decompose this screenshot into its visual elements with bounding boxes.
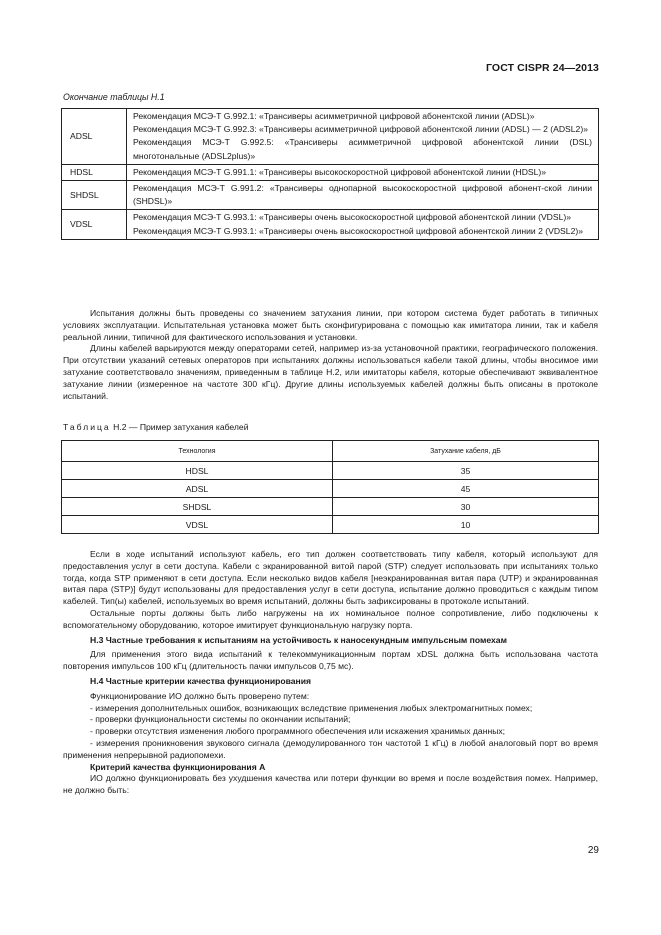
paragraph: Испытания должны быть проведены со значением затухания линии, при котором система будет работать в типичных условиях эксплуатации. Испытательная установка может быть сконфигурирована с помощью как имитатора линии, так и кабеля реальной линии, типичной для фактического использования и установки. bbox=[63, 308, 598, 342]
paragraph: Длины кабелей варьируются между операторами сетей, например из-за установочной практики, географического положения. При отсутствии указаний сетевых операторов при испытаниях должны использоваться кабели такой длины, чтобы вносимое ими затухание соответствовало значениям, приведенным в таблице Н.2, или имитаторы кабеля, которые обеспечивают эквивалентное затухание линии (измеренное на частоте 300 кГц). Другие длины используемых кабелей должны быть описаны в протоколе испытаний. bbox=[63, 343, 598, 401]
table-cell-tech: VDSL bbox=[62, 516, 333, 534]
recommendation-line: Рекомендация МСЭ-Т G.991.2: «Трансиверы однопарной высокоскоростной цифровой абонент-ской линии (SHDSL)» bbox=[133, 183, 592, 207]
page-number: 29 bbox=[587, 845, 599, 856]
table1-caption: Окончание таблицы Н.1 bbox=[63, 92, 165, 102]
column-header: Технология bbox=[62, 441, 333, 462]
table-row bbox=[62, 210, 599, 239]
standard-header: ГОСТ CISPR 24—2013 bbox=[486, 62, 599, 74]
table-cell-tech: SHDSL bbox=[62, 498, 333, 516]
table-row bbox=[62, 462, 599, 480]
table-row bbox=[62, 498, 599, 516]
table2-caption bbox=[63, 422, 249, 432]
table2-caption-text: Н.2 — Пример затухания кабелей bbox=[113, 422, 249, 432]
table-cell-desc bbox=[127, 164, 599, 180]
paragraph: ИО должно функционировать без ухудшения качества или потери функции во время и после воздействия помех. Например, не должно быть: bbox=[63, 773, 598, 796]
table-cell-desc bbox=[127, 210, 599, 239]
paragraph: Если в ходе испытаний используют кабель, его тип должен соответствовать типу кабеля, который используют для предоставления услуг в сети доступа. Кабели с экранированной витой парой (STP) следует использовать при испытаниях только тогда, когда STP применяют в сети доступа. Если несколько видов кабеля [неэкранированная витая пара (UTP) и экранированная витая пара (STP)] будут использованы для предоставления услуг в сети доступа, испытание должно проводиться с каждым типом кабелей. Тип(ы) кабелей, используемых во время испытаний, должны быть зафиксированы в протоколе испытаний. bbox=[63, 549, 598, 607]
paragraph: Остальные порты должны быть либо нагружены на их номинальное полное сопротивление, либо подключены к вспомогательному оборудованию, которое имитирует функциональную нагрузку порта. bbox=[63, 607, 598, 630]
table-row bbox=[62, 109, 599, 165]
table-cell-value: 30 bbox=[333, 498, 599, 516]
paragraph: Для применения этого вида испытаний к телекоммуникационным портам xDSL должна быть использована частота повторения импульсов 100 кГц (длительность пачки импульсов 0,75 мс). bbox=[63, 649, 598, 672]
table2 bbox=[61, 440, 599, 534]
table-cell-abbr: SHDSL bbox=[62, 181, 127, 210]
list-item: - измерения дополнительных ошибок, возникающих вследствие применения любых электромагнитных помех; bbox=[90, 702, 533, 713]
list-item: - измерения проникновения звукового сигнала (демодулированного тон частотой 1 кГц) в любой аналоговый порт во время применения непрерывной радиопомехи. bbox=[63, 737, 598, 760]
table-row bbox=[62, 181, 599, 210]
section-h4-title: Н.4 Частные критерии качества функционирования bbox=[90, 675, 312, 686]
recommendation-line: Рекомендация МСЭ-Т G.992.3: «Трансиверы асимметричной цифровой абонентской линии (ADSL) — 2 (ADSL2)» bbox=[133, 124, 588, 135]
paragraphs-a bbox=[63, 308, 598, 402]
table-row bbox=[62, 164, 599, 180]
recommendation-line: Рекомендация МСЭ-Т G.993.1: «Трансиверы очень высокоскоростной цифровой абонентской линии 2 (VDSL2)» bbox=[133, 225, 583, 236]
table-cell-abbr: ADSL bbox=[62, 109, 127, 165]
table-row bbox=[62, 480, 599, 498]
table-cell-abbr: HDSL bbox=[62, 164, 127, 180]
list-item: - проверки отсутствия изменения любого программного обеспечения или искажения хранимых данных; bbox=[90, 726, 506, 737]
table-cell-tech: ADSL bbox=[62, 480, 333, 498]
table-cell-desc bbox=[127, 109, 599, 165]
table-cell-desc bbox=[127, 181, 599, 210]
list-item: - проверки функциональности системы по окончании испытаний; bbox=[90, 714, 351, 725]
table-cell-value: 45 bbox=[333, 480, 599, 498]
recommendation-line: Рекомендация МСЭ-Т G.992.1: «Трансиверы асимметричной цифровой абонентской линии (ADSL)» bbox=[133, 111, 535, 121]
paragraphs-b bbox=[63, 549, 598, 797]
table2-caption-label: Таблица bbox=[63, 422, 111, 432]
criterion-title: Критерий качества функционирования А bbox=[90, 761, 266, 772]
recommendation-line: Рекомендация МСЭ-Т G.993.1: «Трансиверы очень высокоскоростной цифровой абонентской линии (VDSL)» bbox=[133, 212, 572, 223]
column-header: Затухание кабеля, дБ bbox=[333, 441, 599, 462]
table-cell-value: 10 bbox=[333, 516, 599, 534]
table-cell-value: 35 bbox=[333, 462, 599, 480]
recommendation-line: Рекомендация МСЭ-Т G.991.1: «Трансиверы высокоскоростной цифровой абонентской линии (HDSL)» bbox=[133, 166, 547, 177]
table-cell-abbr: VDSL bbox=[62, 210, 127, 239]
table1 bbox=[61, 108, 599, 240]
section-h3-title: Н.3 Частные требования к испытаниям на устойчивость к наносекундным импульсным помехам bbox=[90, 634, 507, 645]
table-row bbox=[62, 516, 599, 534]
recommendation-line: Рекомендация МСЭ-Т G.992.5: «Трансиверы асимметричной цифровой абонентской линии (DSL) многотональные (ADSL2plus)» bbox=[133, 137, 592, 161]
table-cell-tech: HDSL bbox=[62, 462, 333, 480]
table-header-row bbox=[62, 441, 599, 462]
paragraph: Функционирование ИО должно быть проверено путем: bbox=[90, 690, 310, 701]
